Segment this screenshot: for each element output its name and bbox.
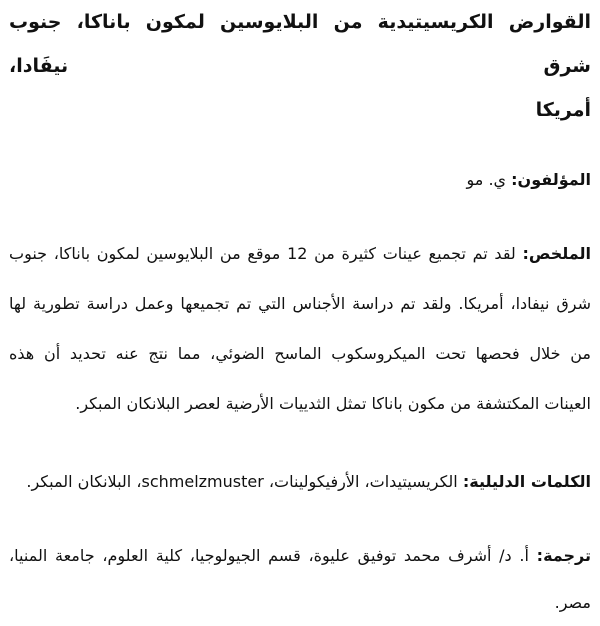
abstract-line-1-text: لقد تم تجميع عينات كثيرة من 12 موقع من البلايوسين لمكون باناكا، جنوب xyxy=(9,244,516,263)
authors-line xyxy=(9,155,591,205)
abstract-line-3: من خلال فحصها تحت الميكروسكوب الماسح الضوئي، مما نتج عنه تحديد أن هذه xyxy=(9,344,591,363)
abstract-paragraph xyxy=(9,229,591,429)
keywords-label: الكلمات الدليلية: xyxy=(462,472,591,491)
authors-label: المؤلفون: xyxy=(511,170,591,189)
abstract-line-2: شرق نيفادا، أمريكا. ولقد تم دراسة الأجناس التي تم تجميعها وعمل دراسة تطورية لها xyxy=(9,294,591,313)
keywords-line xyxy=(9,457,591,507)
abstract-line-1 xyxy=(9,229,591,279)
title-line-1: القوارض الكريسيتيدية من البلايوسين لمكون باناكا، جنوب شرق نيفَادا، xyxy=(9,11,591,77)
translation-line-1-text: أ. د/ أشرف محمد توفيق عليوة، قسم الجيولوجيا، كلية العلوم، جامعة المنيا، xyxy=(9,546,529,565)
translation-line-1 xyxy=(9,532,591,579)
translation-line-2: مصر. xyxy=(554,593,591,612)
document-title xyxy=(9,0,591,132)
translation-paragraph xyxy=(9,532,591,626)
abstract-label: الملخص: xyxy=(522,244,592,263)
keywords-value: الكريسيتيدات، الأرفيكولينات، schmelzmuster، البلانكان المبكر. xyxy=(26,472,458,491)
translation-label: ترجمة: xyxy=(536,546,591,565)
authors-value: ي. مو xyxy=(466,170,507,189)
abstract-line-4: العينات المكتشفة من مكون باناكا تمثل الثدييات الأرضية لعصر البلانكان المبكر. xyxy=(75,394,591,413)
title-line-2: أمريكا xyxy=(535,99,591,121)
